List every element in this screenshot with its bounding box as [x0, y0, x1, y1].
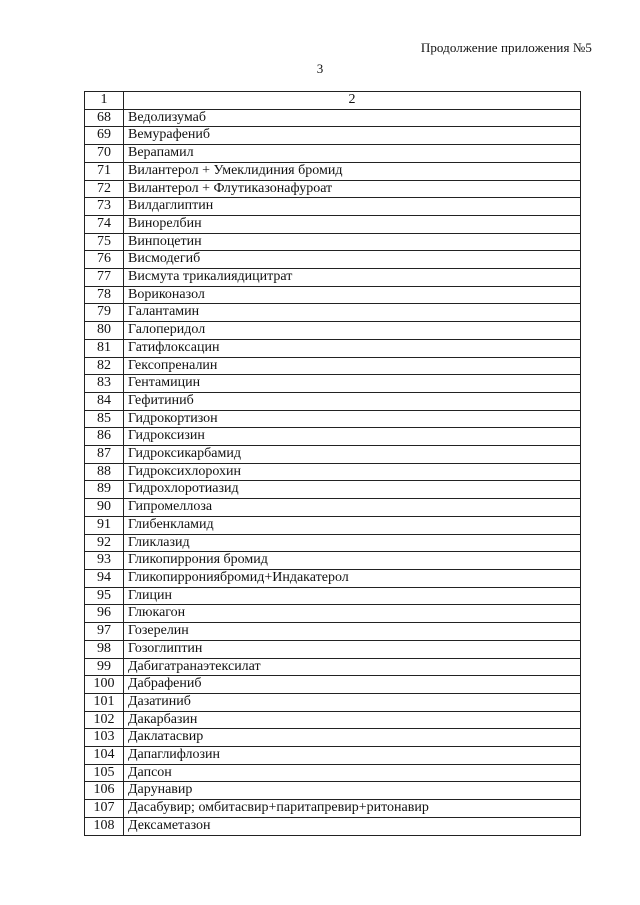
table-row	[85, 658, 581, 676]
drug-name-cell: Гозоглиптин	[124, 640, 581, 658]
drug-name-cell: Дазатиниб	[124, 693, 581, 711]
row-number-cell: 90	[85, 499, 124, 517]
drug-name-cell: Дабрафениб	[124, 676, 581, 694]
row-number-cell: 85	[85, 410, 124, 428]
table-row	[85, 605, 581, 623]
drug-name-cell: Верапамил	[124, 145, 581, 163]
row-number-cell: 71	[85, 162, 124, 180]
continuation-header: Продолжение приложения №5	[420, 40, 592, 55]
row-number-cell: 93	[85, 552, 124, 570]
table-row	[85, 269, 581, 287]
table-row	[85, 339, 581, 357]
table-row	[85, 499, 581, 517]
drug-name-cell: Гексопреналин	[124, 357, 581, 375]
drug-name-cell: Висмодегиб	[124, 251, 581, 269]
row-number-cell: 92	[85, 534, 124, 552]
row-number-cell: 80	[85, 322, 124, 340]
table-header-row	[85, 92, 581, 110]
row-number-cell: 106	[85, 782, 124, 800]
row-number-cell: 89	[85, 481, 124, 499]
row-number-cell: 97	[85, 623, 124, 641]
column-header-number: 1	[85, 92, 124, 110]
drug-name-cell: Ведолизумаб	[124, 109, 581, 127]
table-row	[85, 446, 581, 464]
drug-name-cell: Глицин	[124, 587, 581, 605]
table-row	[85, 233, 581, 251]
drug-name-cell: Вилантерол + Умеклидиния бромид	[124, 162, 581, 180]
row-number-cell: 91	[85, 516, 124, 534]
drug-name-cell: Гентамицин	[124, 375, 581, 393]
row-number-cell: 82	[85, 357, 124, 375]
table-row	[85, 463, 581, 481]
drug-name-cell: Дапсон	[124, 764, 581, 782]
table-row	[85, 817, 581, 835]
table-row	[85, 198, 581, 216]
table-row	[85, 569, 581, 587]
table-row	[85, 764, 581, 782]
table-row	[85, 534, 581, 552]
table-row	[85, 304, 581, 322]
drug-name-cell: Дапаглифлозин	[124, 747, 581, 765]
row-number-cell: 70	[85, 145, 124, 163]
drug-name-cell: Дабигатранаэтексилат	[124, 658, 581, 676]
drug-name-cell: Гефитиниб	[124, 392, 581, 410]
row-number-cell: 77	[85, 269, 124, 287]
table-row	[85, 676, 581, 694]
row-number-cell: 78	[85, 286, 124, 304]
row-number-cell: 73	[85, 198, 124, 216]
row-number-cell: 104	[85, 747, 124, 765]
row-number-cell: 88	[85, 463, 124, 481]
drug-name-cell: Дасабувир; омбитасвир+паритапревир+ритонавир	[124, 800, 581, 818]
table-row	[85, 180, 581, 198]
table-row	[85, 640, 581, 658]
table-row	[85, 623, 581, 641]
drug-name-cell: Гликопиррония бромид	[124, 552, 581, 570]
table-row	[85, 251, 581, 269]
drug-name-cell: Гидроксикарбамид	[124, 446, 581, 464]
table-row	[85, 782, 581, 800]
row-number-cell: 99	[85, 658, 124, 676]
drug-name-cell: Гипромеллоза	[124, 499, 581, 517]
table-row	[85, 162, 581, 180]
row-number-cell: 94	[85, 569, 124, 587]
row-number-cell: 105	[85, 764, 124, 782]
row-number-cell: 100	[85, 676, 124, 694]
row-number-cell: 75	[85, 233, 124, 251]
drug-name-cell: Винорелбин	[124, 215, 581, 233]
column-header-name: 2	[124, 92, 581, 110]
drug-name-cell: Глюкагон	[124, 605, 581, 623]
row-number-cell: 76	[85, 251, 124, 269]
drug-name-cell: Винпоцетин	[124, 233, 581, 251]
table-row	[85, 729, 581, 747]
drug-name-cell: Гозерелин	[124, 623, 581, 641]
table-row	[85, 693, 581, 711]
drug-name-cell: Гатифлоксацин	[124, 339, 581, 357]
table-row	[85, 392, 581, 410]
drug-name-cell: Даклатасвир	[124, 729, 581, 747]
drug-table	[84, 91, 581, 836]
drug-name-cell: Гидрокортизон	[124, 410, 581, 428]
drug-name-cell: Висмута трикалиядицитрат	[124, 269, 581, 287]
table-row	[85, 215, 581, 233]
drug-name-cell: Гидроксихлорохин	[124, 463, 581, 481]
table-row	[85, 145, 581, 163]
drug-name-cell: Галантамин	[124, 304, 581, 322]
table-row	[85, 410, 581, 428]
row-number-cell: 98	[85, 640, 124, 658]
drug-name-cell: Дексаметазон	[124, 817, 581, 835]
drug-name-cell: Вилантерол + Флутиказонафуроат	[124, 180, 581, 198]
drug-name-cell: Вилдаглиптин	[124, 198, 581, 216]
table-row	[85, 127, 581, 145]
drug-name-cell: Вемурафениб	[124, 127, 581, 145]
row-number-cell: 86	[85, 428, 124, 446]
table-row	[85, 286, 581, 304]
row-number-cell: 87	[85, 446, 124, 464]
row-number-cell: 108	[85, 817, 124, 835]
row-number-cell: 96	[85, 605, 124, 623]
table-row	[85, 587, 581, 605]
drug-name-cell: Гидрохлоротиазид	[124, 481, 581, 499]
drug-name-cell: Гликлазид	[124, 534, 581, 552]
drug-name-cell: Глибенкламид	[124, 516, 581, 534]
table-row	[85, 109, 581, 127]
table-row	[85, 516, 581, 534]
row-number-cell: 84	[85, 392, 124, 410]
table-row	[85, 747, 581, 765]
row-number-cell: 74	[85, 215, 124, 233]
row-number-cell: 102	[85, 711, 124, 729]
row-number-cell: 81	[85, 339, 124, 357]
row-number-cell: 83	[85, 375, 124, 393]
row-number-cell: 72	[85, 180, 124, 198]
row-number-cell: 107	[85, 800, 124, 818]
row-number-cell: 95	[85, 587, 124, 605]
drug-name-cell: Вориконазол	[124, 286, 581, 304]
drug-name-cell: Дакарбазин	[124, 711, 581, 729]
table-row	[85, 375, 581, 393]
row-number-cell: 101	[85, 693, 124, 711]
row-number-cell: 69	[85, 127, 124, 145]
table-row	[85, 428, 581, 446]
table-body	[85, 109, 581, 835]
page-number: 3	[316, 61, 324, 76]
table-row	[85, 481, 581, 499]
row-number-cell: 103	[85, 729, 124, 747]
drug-name-cell: Гидроксизин	[124, 428, 581, 446]
table-row	[85, 552, 581, 570]
table-row	[85, 711, 581, 729]
drug-name-cell: Гликопиррониябромид+Индакатерол	[124, 569, 581, 587]
drug-name-cell: Галоперидол	[124, 322, 581, 340]
drug-name-cell: Дарунавир	[124, 782, 581, 800]
row-number-cell: 68	[85, 109, 124, 127]
table-row	[85, 357, 581, 375]
table-row	[85, 322, 581, 340]
row-number-cell: 79	[85, 304, 124, 322]
table-row	[85, 800, 581, 818]
